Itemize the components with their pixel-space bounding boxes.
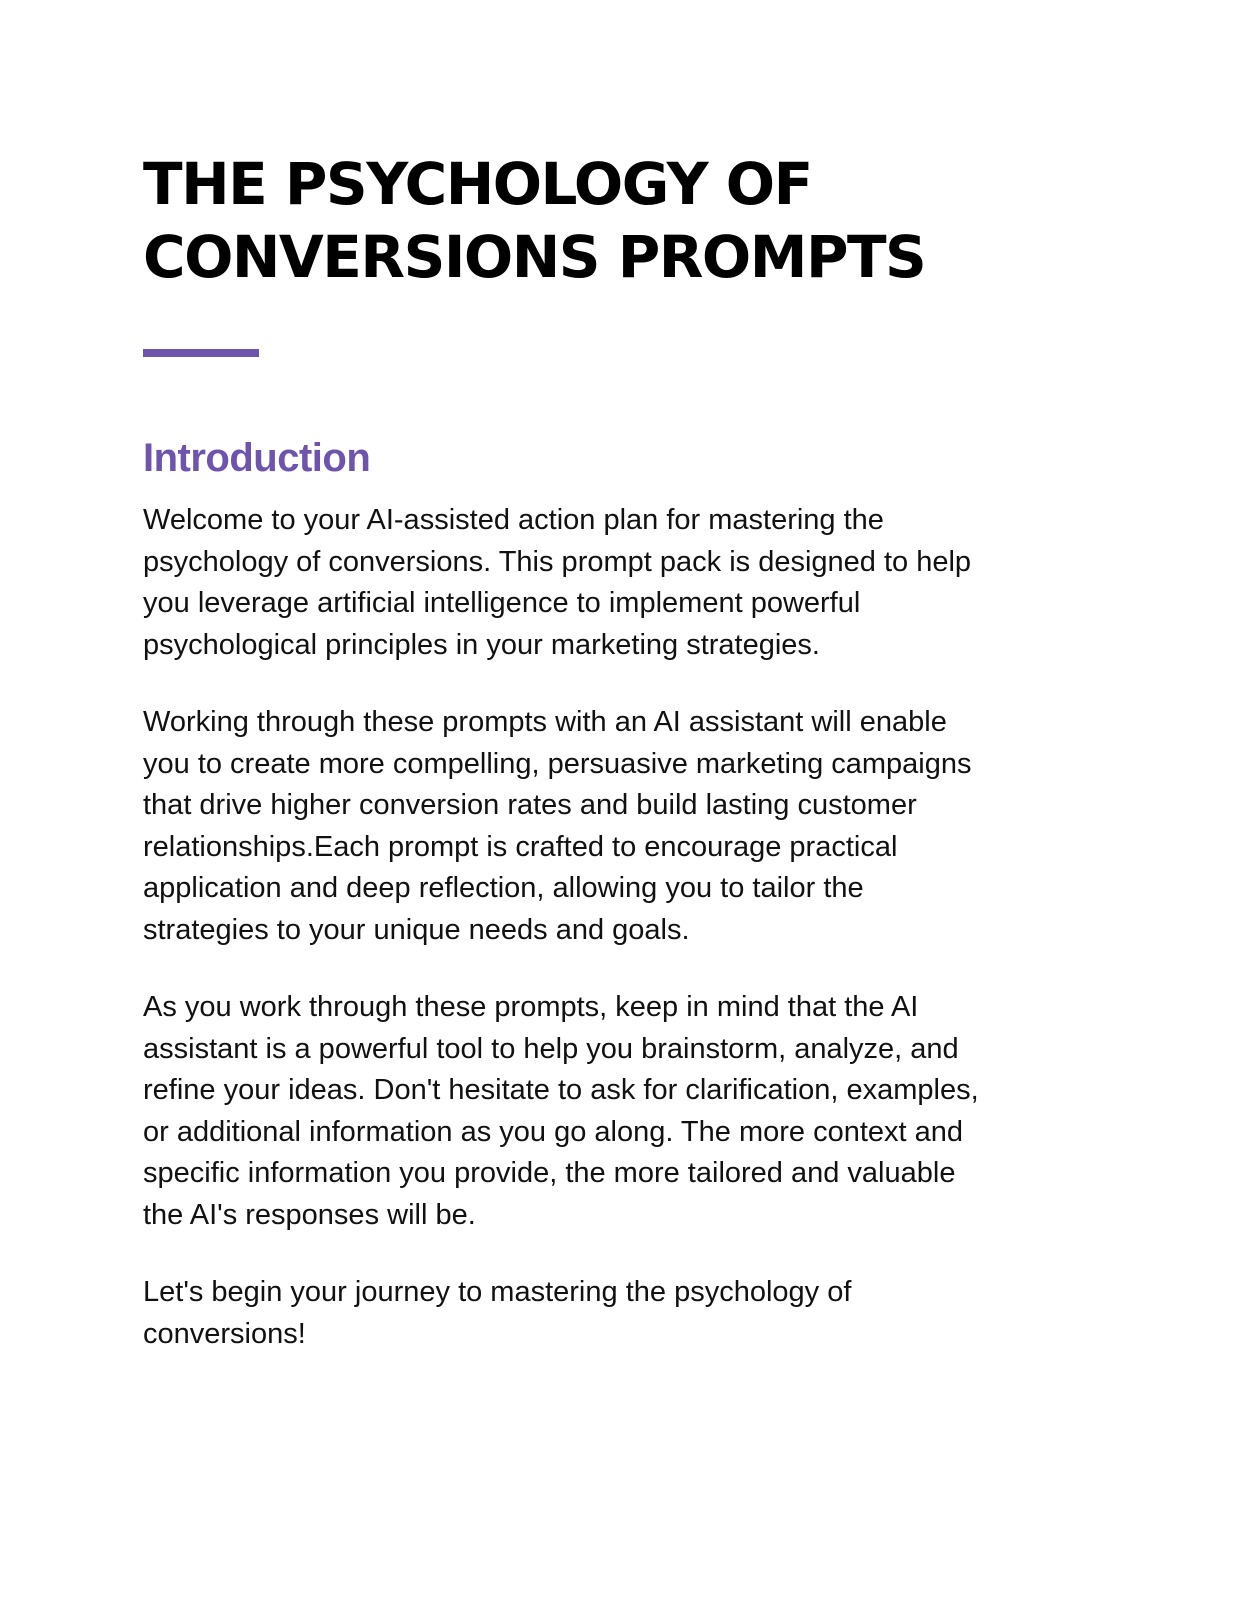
paragraph-lets-begin [143, 1272, 1103, 1355]
text-line: you to create more compelling, persuasive marketing campaigns [143, 747, 972, 780]
paragraph-working-through [143, 702, 1103, 951]
text-line: assistant is a powerful tool to help you brainstorm, analyze, and [143, 1032, 959, 1065]
text-line: relationships.Each prompt is crafted to encourage practical [143, 830, 898, 863]
text-line: or additional information as you go along. The more context and [143, 1115, 964, 1148]
text-line: strategies to your unique needs and goals. [143, 913, 690, 946]
page-title [143, 148, 1103, 294]
text-line: specific information you provide, the more tailored and valuable [143, 1157, 956, 1189]
text-line: psychological principles in your marketing strategies. [143, 628, 820, 661]
text-line: Working through these prompts with an AI assistant will enable [143, 706, 947, 738]
text-line: application and deep reflection, allowing you to tailor the [143, 872, 864, 904]
text-line: psychology of conversions. This prompt pack is designed to help [143, 545, 972, 578]
text-line: that drive higher conversion rates and build lasting customer [143, 789, 917, 821]
title-accent-divider [143, 349, 259, 357]
paragraph-as-you-work [143, 987, 1103, 1236]
paragraph-welcome [143, 500, 1103, 666]
title-line: THE PSYCHOLOGY OF [143, 150, 812, 218]
text-line: refine your ideas. Don't hesitate to ask for clarification, examples, [143, 1074, 979, 1106]
title-line: CONVERSIONS PROMPTS [143, 223, 926, 291]
section-heading-introduction: Introduction [143, 436, 371, 480]
text-line: Welcome to your AI-assisted action plan for mastering the [143, 504, 884, 536]
text-line: Let's begin your journey to mastering the psychology of [143, 1276, 852, 1308]
text-line: the AI's responses will be. [143, 1198, 476, 1231]
text-line: As you work through these prompts, keep in mind that the AI [143, 991, 919, 1023]
text-line: you leverage artificial intelligence to implement powerful [143, 587, 861, 619]
text-line: conversions! [143, 1317, 306, 1350]
